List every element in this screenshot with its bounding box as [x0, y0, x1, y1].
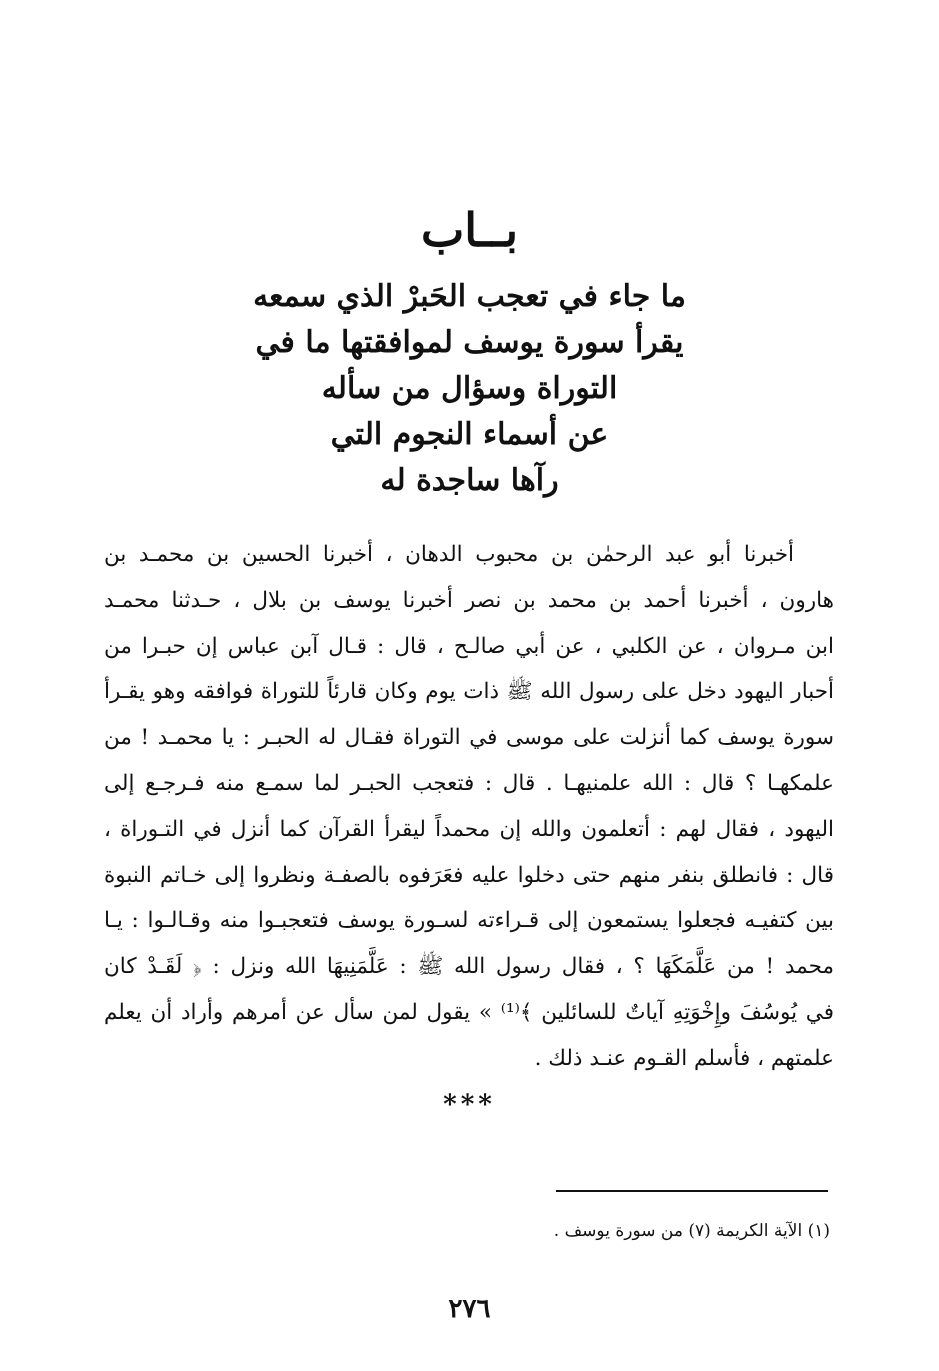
body-line: محمد ! من عَلَّمَكَهَا ؟ ، فقال رسول الله ﷺ : عَلَّمَنِيهَا الله ونزل : ﴿ لَقَـدْ كان	[104, 954, 834, 980]
body-line: أحبار اليهود دخل على رسول الله ﷺ ذات يوم وكان قارئاً للتوراة فوافقه وهو يقـرأ	[104, 679, 834, 705]
chapter-subtitle	[150, 274, 789, 504]
subtitle-line: رآها ساجدة له	[380, 463, 559, 498]
footnote-divider	[556, 1190, 828, 1192]
body-line: هارون ، أخبرنا أحمد بن محمد بن نصر أخبرنا يوسف بن بلال ، حـدثنا محمـد	[104, 587, 834, 613]
body-line: ابن مـروان ، عن الكلبي ، عن أبي صالـح ، قال : قـال آبن عباس إن حبـرا من	[104, 633, 834, 659]
body-line: علمتهم ، فأسلم القـوم عنـد ذلك .	[534, 1045, 834, 1071]
body-line: سورة يوسف كما أنزلت على موسى في التوراة فقـال له الحبـر : يا محمـد ! من	[104, 725, 834, 751]
body-line: قال : فانطلق بنفر منهم حتى دخلوا عليه فعَرَفوه بالصفـة ونظروا إلى خـاتم النبوة	[104, 862, 834, 888]
subtitle-line: عن أسماء النجوم التي	[330, 417, 609, 452]
body-line: في يُوسُفَ وإِخْوَتِهِ آياتٌ للسائلين ﴾⁽¹⁾ » يقول لمن سأل عن أمرهم وأراد أن يعلم	[104, 999, 834, 1025]
chapter-title: بــاب	[420, 203, 519, 257]
page-number: ٢٧٦	[448, 1294, 491, 1324]
subtitle-line: ما جاء في تعجب الحَبرْ الذي سمعه	[253, 279, 686, 314]
body-line: اليهود ، فقال لهم : أتعلمون والله إن محمداً ليقرأ القرآن كما أنزل في التـوراة ،	[104, 816, 834, 842]
body-line: علمكهـا ؟ قال : الله علمنيهـا . قال : فتعجب الحبـر لما سمـع منه فـرجـع إلى	[104, 770, 834, 796]
section-separator: ***	[443, 1090, 496, 1120]
body-paragraph	[104, 532, 834, 1082]
body-line: أخبرنا أبو عبد الرحمٰن بن محبوب الدهان ، أخبرنا الحسين بن محمـد بن	[104, 542, 794, 567]
subtitle-line: يقرأ سورة يوسف لموافقتها ما في	[255, 325, 684, 360]
footnote: (١) الآية الكريمة (٧) من سورة يوسف .	[553, 1221, 830, 1241]
subtitle-line: التوراة وسؤال من سأله	[321, 371, 618, 406]
body-line: بين كتفيـه فجعلوا يستمعون إلى قـراءته لسـورة يوسف فتعجبـوا منه وقـالـوا : يـا	[104, 908, 834, 934]
